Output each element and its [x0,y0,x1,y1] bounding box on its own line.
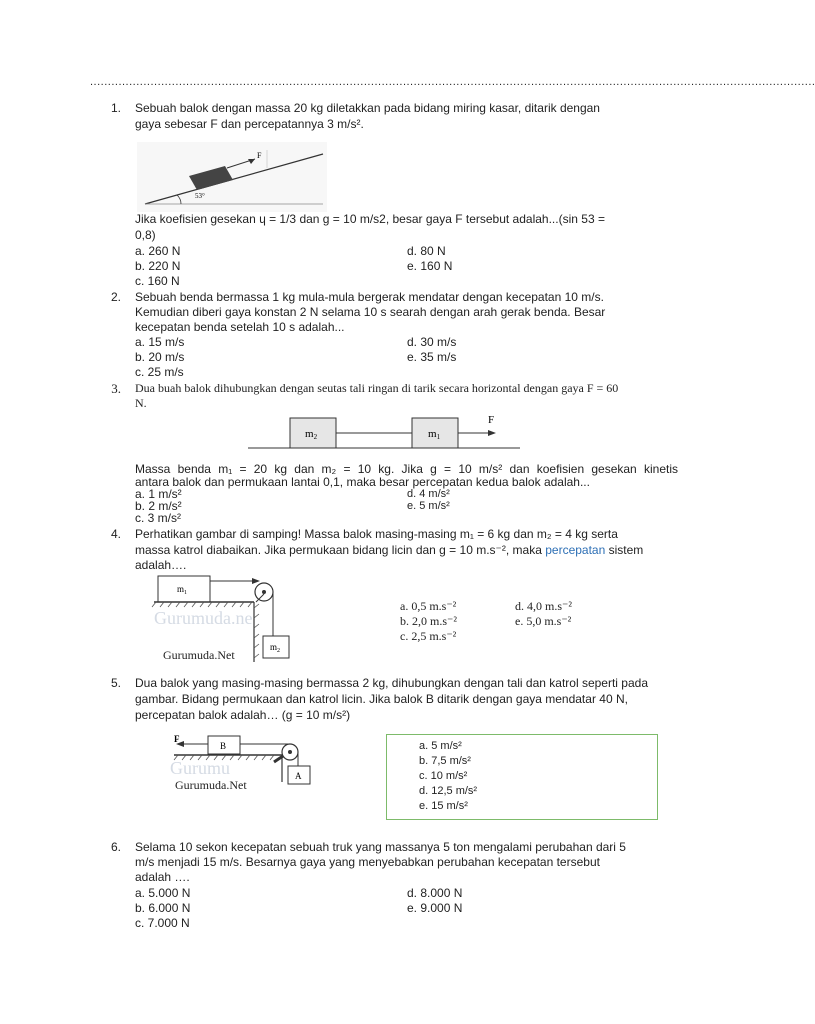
q2-option-e[interactable]: e. 35 m/s [407,350,457,364]
q1-incline-figure [137,142,327,212]
q1-number: 1. [110,101,121,115]
q3-line2: N. [135,396,147,410]
q4-option-d[interactable]: d. 4,0 m.s⁻² [515,599,572,613]
q5-block-b-label: B [220,741,227,751]
q2-number: 2. [110,290,121,304]
q2-option-b[interactable]: b. 20 m/s [135,350,185,364]
q5-watermark: Gurumu [170,758,230,778]
q1-option-e[interactable]: e. 160 N [407,259,453,273]
q3-blocks-figure [248,410,528,452]
q1-option-b[interactable]: b. 220 N [135,259,181,273]
q5-option-e[interactable]: e. 15 m/s² [419,800,468,812]
q6-option-c[interactable]: c. 7.000 N [135,916,190,930]
q5-option-a[interactable]: a. 5 m/s² [419,740,462,752]
q4-direction-arrowhead [252,578,260,584]
q1-angle-label: 53° [195,192,205,200]
q3-body-line2: antara balok dan permukaan lantai 0,1, maka besar percepatan kedua balok adalah... [135,475,590,489]
q4-number: 4. [110,527,121,541]
q1-figure-bg [137,142,327,212]
q5-number: 5. [110,676,121,690]
q1-condition-line1: Jika koefisien gesekan ɥ = 1/3 dan g = 10 m/s2, besar gaya F tersebut adalah...(sin 53 = [135,212,605,226]
q3-line1: Dua buah balok dihubungkan dengan seutas tali ringan di tarik secara horizontal dengan gaya F = 60 [135,381,619,395]
q3-option-a[interactable]: a. 1 m/s² [135,487,182,501]
q4-pulley-axle [262,590,266,594]
q4-option-c[interactable]: c. 2,5 m.s⁻² [400,629,457,643]
q4-edge-hatching [254,604,259,658]
q1-force-label: F [257,151,262,160]
q1-stem-line2: gaya sebesar F dan percepatannya 3 m/s². [135,117,364,131]
q3-number: 3. [111,381,121,396]
q4-option-b[interactable]: b. 2,0 m.s⁻² [400,614,457,628]
q5-figure-caption: Gurumuda.Net [175,778,247,792]
q3-m2-subscript: 2 [313,433,318,441]
q1-option-c[interactable]: c. 160 N [135,274,180,288]
q5-line2: gambar. Bidang permukaan dan katrol licin. Jika balok B ditarik dengan gaya mendatar 40 N, [135,692,628,706]
q4-line2-text-b: sistem [605,543,644,557]
q6-option-e[interactable]: e. 9.000 N [407,901,463,915]
q5-pulley-axle [288,750,292,754]
q2-option-c[interactable]: c. 25 m/s [135,365,184,379]
q5-line1: Dua balok yang masing-masing bermassa 2 kg, dihubungkan dengan tali dan katrol seperti pada [135,676,648,690]
q1-stem-line1: Sebuah balok dengan massa 20 kg diletakkan pada bidang miring kasar, ditarik dengan [135,101,600,115]
q2-line1: Sebuah benda bermassa 1 kg mula-mula bergerak mendatar dengan kecepatan 10 m/s. [135,290,604,304]
q1-option-a[interactable]: a. 260 N [135,244,181,258]
q4-line3: adalah…. [135,558,187,572]
q3-force-arrowhead [488,430,496,436]
q5-force-label: F [174,734,180,744]
q6-option-b[interactable]: b. 6.000 N [135,901,191,915]
q3-option-b[interactable]: b. 2 m/s² [135,499,182,513]
q4-percepatan-link[interactable]: percepatan [545,543,606,557]
q4-line2-text-a: massa katrol diabaikan. Jika permukaan bidang licin dan g = 10 m.s⁻², maka [135,543,546,557]
q2-option-a[interactable]: a. 15 m/s [135,335,185,349]
q5-line3: percepatan balok adalah… (g = 10 m/s²) [135,708,351,722]
q3-option-d[interactable]: d. 4 m/s² [407,488,450,500]
q2-line2: Kemudian diberi gaya konstan 2 N selama 10 s searah dengan arah gerak benda. Besar [135,305,606,319]
q4-figure-caption: Gurumuda.Net [163,648,235,662]
q1-condition-line2: 0,8) [135,228,156,242]
q5-option-b[interactable]: b. 7,5 m/s² [419,755,471,767]
q6-line1: Selama 10 sekon kecepatan sebuah truk yang massanya 5 ton mengalami perubahan dari 5 [135,840,626,854]
q4-option-e[interactable]: e. 5,0 m.s⁻² [515,614,572,628]
q4-m2-subscript: 2 [277,648,281,654]
dotted-separator: ............................................................................................................................................................................................................ [90,76,815,88]
q3-m2-label: m [305,428,314,440]
q6-option-d[interactable]: d. 8.000 N [407,886,463,900]
q6-line2: m/s menjadi 15 m/s. Besarnya gaya yang menyebabkan perubahan kecepatan tersebut [135,855,600,869]
q3-option-c[interactable]: c. 3 m/s² [135,511,182,525]
q5-block-a-label: A [295,771,302,781]
q1-option-d[interactable]: d. 80 N [407,244,446,258]
q4-m1-label: m [177,584,185,594]
q4-m2-label: m [270,642,278,652]
q6-number: 6. [110,840,121,854]
q5-option-d[interactable]: d. 12,5 m/s² [419,785,478,797]
q3-force-label: F [488,414,495,426]
q3-m1-label: m [428,428,437,440]
q4-line2 [135,543,643,558]
q4-m1-subscript: 1 [184,590,188,596]
q4-option-a[interactable]: a. 0,5 m.s⁻² [400,599,457,613]
q4-watermark-tail [296,604,322,626]
q5-option-c[interactable]: c. 10 m/s² [419,770,468,782]
q3-option-e[interactable]: e. 5 m/s² [407,500,450,512]
q3-body-line1: Massa benda m₁ = 20 kg dan m₂ = 10 kg. Jika g = 10 m/s² dan koefisien gesekan kinetis [135,462,678,476]
q2-option-d[interactable]: d. 30 m/s [407,335,457,349]
q3-m1-subscript: 1 [436,433,441,441]
q2-line3: kecepatan benda setelah 10 s adalah... [135,320,345,334]
q6-line3: adalah …. [135,870,190,884]
q4-line1: Perhatikan gambar di samping! Massa balok masing-masing m₁ = 6 kg dan m₂ = 4 kg serta [135,527,618,541]
q6-option-a[interactable]: a. 5.000 N [135,886,191,900]
q4-watermark: Gurumuda.ne [154,608,253,628]
